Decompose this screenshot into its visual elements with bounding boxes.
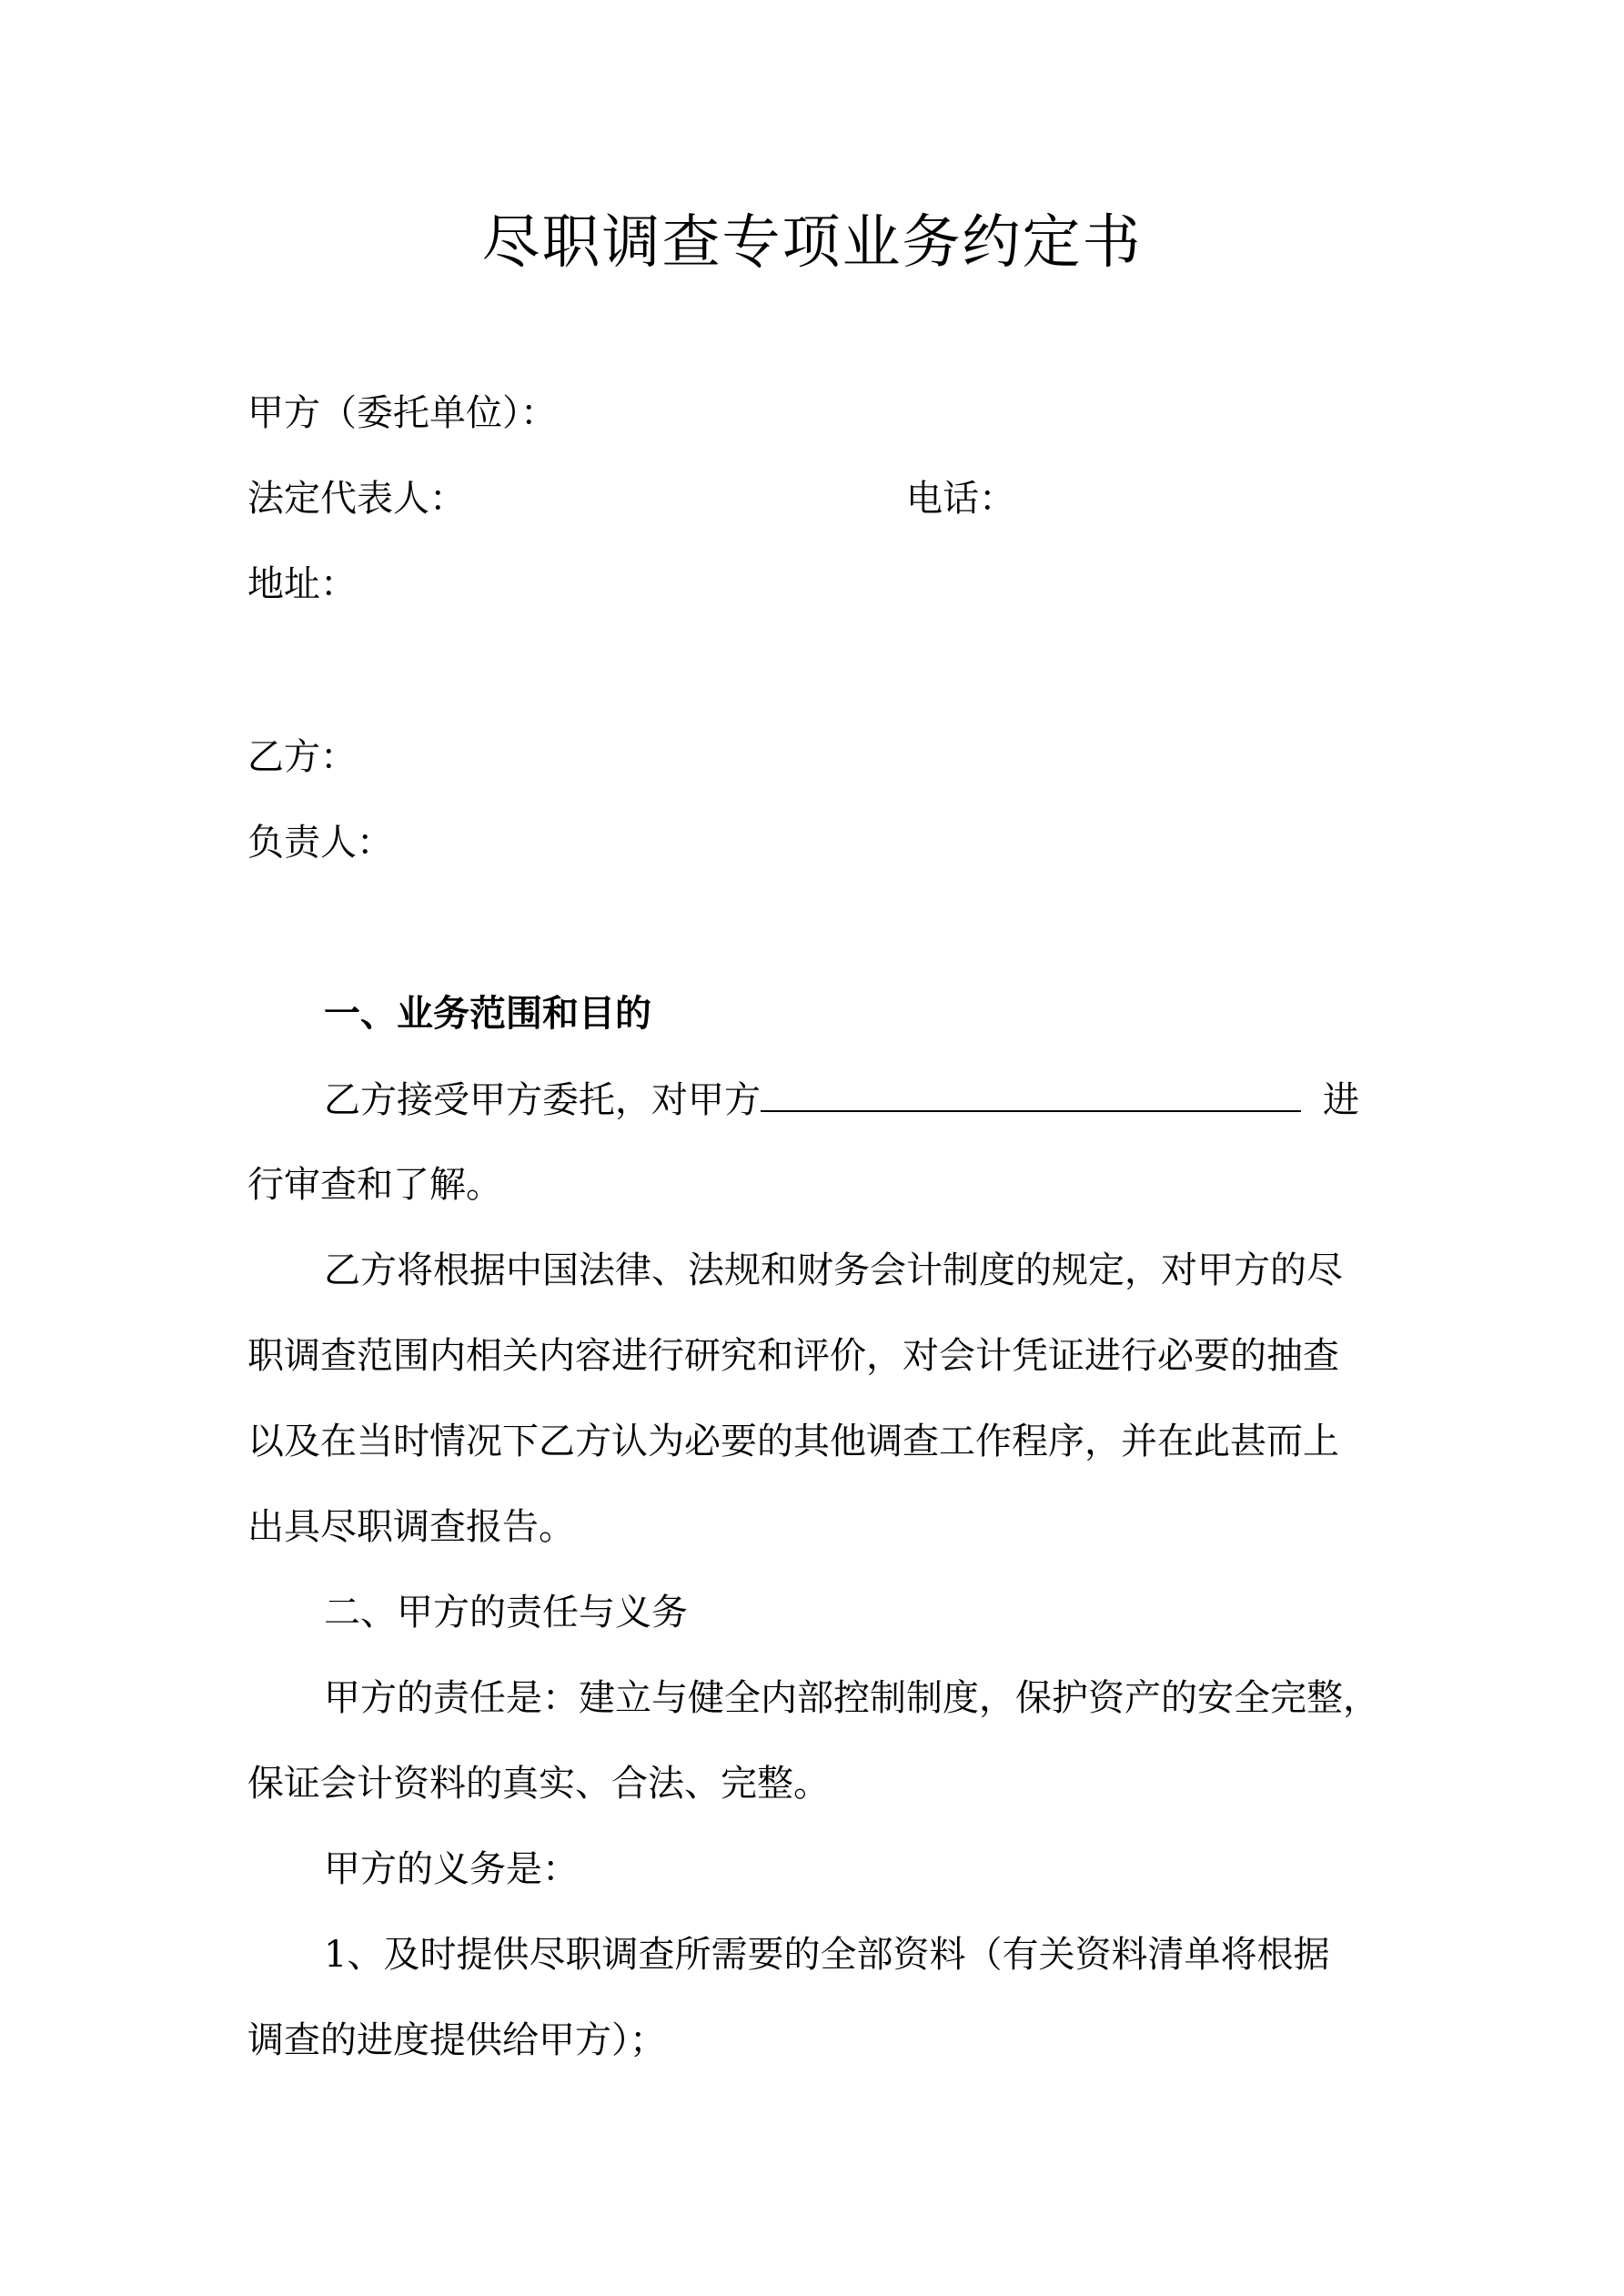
section-2-item-1-line-1: 1、及时提供尽职调查所需要的全部资料（有关资料清单将根据 [324,1934,1330,1976]
party-b-name-label: 乙方： [247,736,357,778]
person-in-charge-label: 负责人： [247,822,393,864]
section-1-paragraph-2-line-4: 出具尽职调查报告。 [247,1506,575,1548]
legal-rep-label: 法定代表人： [247,478,466,520]
section-2-paragraph-2: 甲方的义务是： [324,1848,579,1890]
fill-in-blank-line [761,1074,1301,1112]
section-2-paragraph-1-line-1: 甲方的责任是：建立与健全内部控制制度，保护资产的安全完整， [324,1677,1379,1719]
section-1-paragraph-2-line-1: 乙方将根据中国法律、法规和财务会计制度的规定，对甲方的尽 [324,1249,1343,1291]
section-1-paragraph-1-cont: 行审查和了解。 [247,1164,502,1206]
party-a-name-label: 甲方（委托单位）： [247,392,557,434]
phone-label: 电话： [906,478,1015,520]
section-2-paragraph-1-line-2: 保证会计资料的真实、合法、完整。 [247,1763,830,1805]
section-1-paragraph-2-line-3: 以及在当时情况下乙方认为必要的其他调查工作程序，并在此甚而上 [247,1421,1339,1462]
document-title: 尽职调查专项业务约定书 [481,209,1143,277]
paragraph-text: 进 [1323,1079,1359,1121]
paragraph-text: 乙方接受甲方委托，对甲方 [324,1079,761,1121]
section-1-paragraph-2-line-2: 职调查范围内相关内容进行研究和评价，对会计凭证进行必要的抽查 [247,1335,1339,1377]
section-1-paragraph-1 [324,1074,1359,1126]
section-2-heading: 二、甲方的责任与义务 [324,1592,688,1633]
section-2-item-1-line-2: 调查的进度提供给甲方）； [247,2019,666,2061]
section-1-heading: 一、业务范围和目的 [324,992,651,1035]
address-label: 地址： [247,563,357,605]
